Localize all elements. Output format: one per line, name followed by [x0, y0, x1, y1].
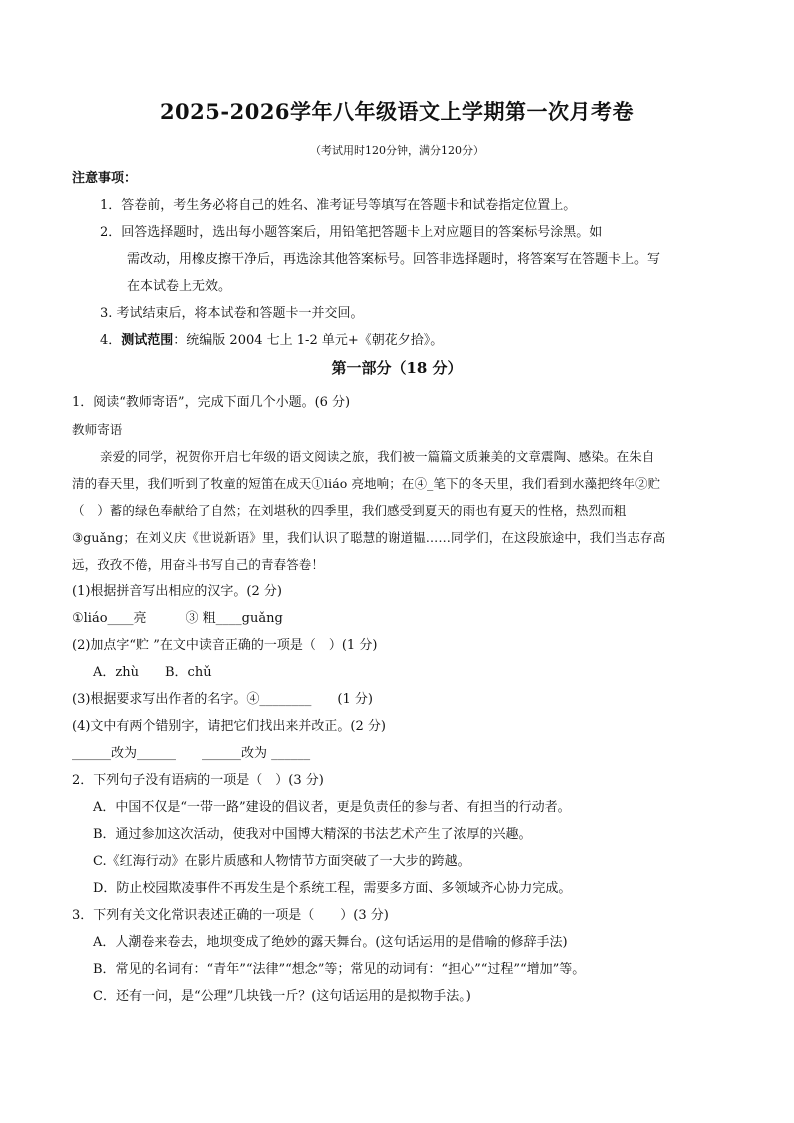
reading-line: 远，孜孜不倦，用奋斗书写自己的青春答卷！ [72, 557, 325, 572]
notice-item: 在本试卷上无效。 [127, 279, 232, 294]
notice-item: 需改动，用橡皮擦干净后，再选涂其他答案标号。回答非选择题时，将答案写在答题卡上。写 [127, 252, 661, 267]
notice-item: 1．答卷前，考生务必将自己的姓名、准考证号等填写在答题卡和试卷指定位置上。 [100, 198, 577, 213]
scope-text: ：统编版 2004 七上 1-2 单元+《朝花夕拾》。 [173, 333, 444, 348]
notice-item: 2．回答选择题时，选出每小题答案后，用铅笔把答题卡上对应题目的答案标号涂黑。如 [100, 225, 603, 240]
reading-title: 教师寄语 [72, 422, 123, 437]
question-2-option: C.《红海行动》在影片质感和人物情节方面突破了一大步的跨越。 [93, 854, 471, 869]
reading-line: （ ）蓄的绿色奉献给了自然；在刘堪秋的四季里，我们感受到夏天的雨也有夏天的性格，热烈而粗 [72, 503, 627, 518]
question-2-stem: 2．下列句子没有语病的一项是（ ）(3 分) [72, 773, 324, 788]
scope-label: 测试范围 [121, 333, 174, 348]
sub-question-4-answer-line: ______改为______ ______改为 ______ [72, 746, 311, 761]
question-1-stem: 1．阅读“教师寄语”，完成下面几个小题。(6 分) [72, 395, 351, 410]
reading-line: ③guǎng；在刘义庆《世说新语》里，我们认识了聪慧的谢道韫……同学们，在这段旅途中，我们当志存高 [72, 530, 666, 545]
sub-question-2-options: A．zhù B．chǔ [93, 665, 212, 680]
notice-item-number: 4． [100, 333, 122, 348]
notice-item: 3. 考试结束后，将本试卷和答题卡一并交回。 [100, 306, 364, 321]
sub-question-1-answer-line: ①liáo____亮 ③ 粗____guǎng [72, 611, 283, 626]
question-2-option: D．防止校园欺凌事件不再发生是个系统工程，需要多方面、多领域齐心协力完成。 [93, 881, 572, 896]
reading-line: 清的春天里，我们听到了牧童的短笛在成天①liáo 亮地响；在④_笔下的冬天里，我们看到水藻把终年②贮 [72, 476, 661, 491]
exam-title: 2025-2026学年八年级语文上学期第一次月考卷 [159, 99, 635, 124]
reading-line: 亲爱的同学，祝贺你开启七年级的语文阅读之旅，我们被一篇篇文质兼美的文章震陶、感染。在朱自 [100, 449, 655, 464]
notice-item-scope [100, 332, 443, 350]
exam-subtitle: （考试用时120分钟，满分120分） [310, 144, 484, 157]
question-3-option: A．人潮卷来卷去，地坝变成了绝妙的露天舞台。(这句话运用的是借喻的修辞手法) [93, 935, 568, 950]
notice-heading: 注意事项： [72, 171, 138, 186]
sub-question-2: (2)加点字“贮 ”在文中读音正确的一项是（ ）(1 分) [72, 638, 378, 653]
sub-question-3: (3)根据要求写出作者的名字。④________ (1 分) [72, 692, 373, 707]
sub-question-1: (1)根据拼音写出相应的汉字。(2 分) [72, 584, 282, 599]
question-2-option: A．中国不仅是“一带一路”建设的倡议者，更是负责任的参与者、有担当的行动者。 [93, 800, 571, 815]
sub-question-4: (4)文中有两个错别字，请把它们找出来并改正。(2 分) [72, 719, 386, 734]
section-title: 第一部分（18 分） [331, 359, 463, 377]
question-3-option: C．还有一问，是“公理”几块钱一斤？(这句话运用的是拟物手法。) [93, 989, 471, 1004]
question-3-stem: 3．下列有关文化常识表述正确的一项是（ ）(3 分) [72, 908, 389, 923]
question-3-option: B．常见的名词有：“青年”“法律”“想念”等；常见的动词有：“担心”“过程”“增加”等。 [93, 962, 586, 977]
question-2-option: B．通过参加这次活动，使我对中国博大精深的书法艺术产生了浓厚的兴趣。 [93, 827, 532, 842]
